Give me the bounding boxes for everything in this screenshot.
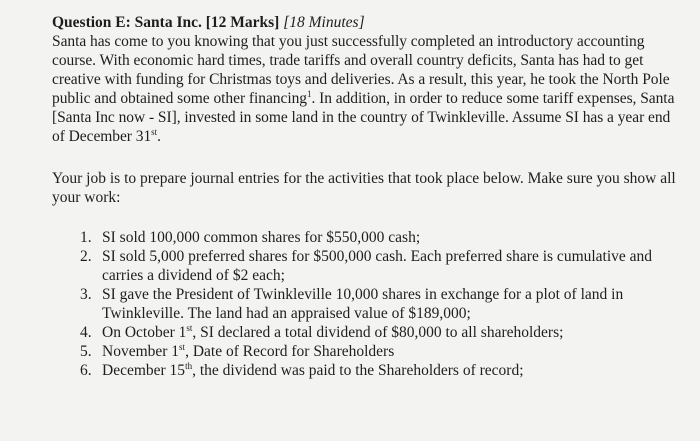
item-superscript: st [179,341,186,352]
list-item [52,285,680,323]
item-number: 4. [80,324,92,341]
question-label: Question E: Santa Inc. [12 Marks] [52,14,280,31]
item-number: 5. [80,343,92,360]
intro-paragraph [52,32,680,146]
intro-text-2: . In addition, in order to reduce some tariff expenses, Santa [Santa Inc now - SI], invested in some land in the country of Twinkleville. Assume SI has a year end of December 31 [52,90,675,145]
task-instructions: Your job is to prepare journal entries for the activities that took place below. Make sure you show all your work: [52,170,676,206]
list-item [52,323,680,342]
item-superscript: th [185,360,193,371]
list-item [52,228,680,247]
item-text-rest: , Date of Record for Shareholders [185,343,395,360]
item-text-rest: , the dividend was paid to the Shareholders of record; [192,362,524,379]
list-item [52,361,680,380]
question-heading [52,13,680,32]
item-number: 6. [80,362,92,379]
list-item [52,342,680,361]
intro-text-end: . [157,128,161,145]
item-text: SI sold 100,000 common shares for $550,000 cash; [102,229,421,246]
intro-text-1: Santa has come to you knowing that you just successfully completed an introductory accounting course. With economic hard times, trade tariffs and overall country deficits, Santa has had to get creative with funding for Christmas toys and deliveries. As a result, this year, he took the North Pole public and obtained some other financing [52,33,670,107]
item-superscript: st [186,322,193,333]
item-number: 3. [80,286,92,303]
item-number: 1. [80,229,92,246]
item-text: On October 1 [102,324,187,341]
item-number: 2. [80,248,92,265]
list-item [52,247,680,285]
item-text: SI gave the President of Twinkleville 10,000 shares in exchange for a plot of land in Twinkleville. The land had an appraised value of $189,000; [102,286,624,322]
intro-superscript: st [151,126,158,137]
activity-list [52,228,680,380]
item-text-rest: , SI declared a total dividend of $80,000 to all shareholders; [192,324,564,341]
item-text: December 15 [102,362,186,379]
question-time: [18 Minutes] [283,14,365,31]
footnote-mark: 1 [306,88,312,99]
item-text: November 1 [102,343,180,360]
item-text: SI sold 5,000 preferred shares for $500,000 cash. Each preferred share is cumulative and carries a dividend of $2 each; [102,248,653,284]
